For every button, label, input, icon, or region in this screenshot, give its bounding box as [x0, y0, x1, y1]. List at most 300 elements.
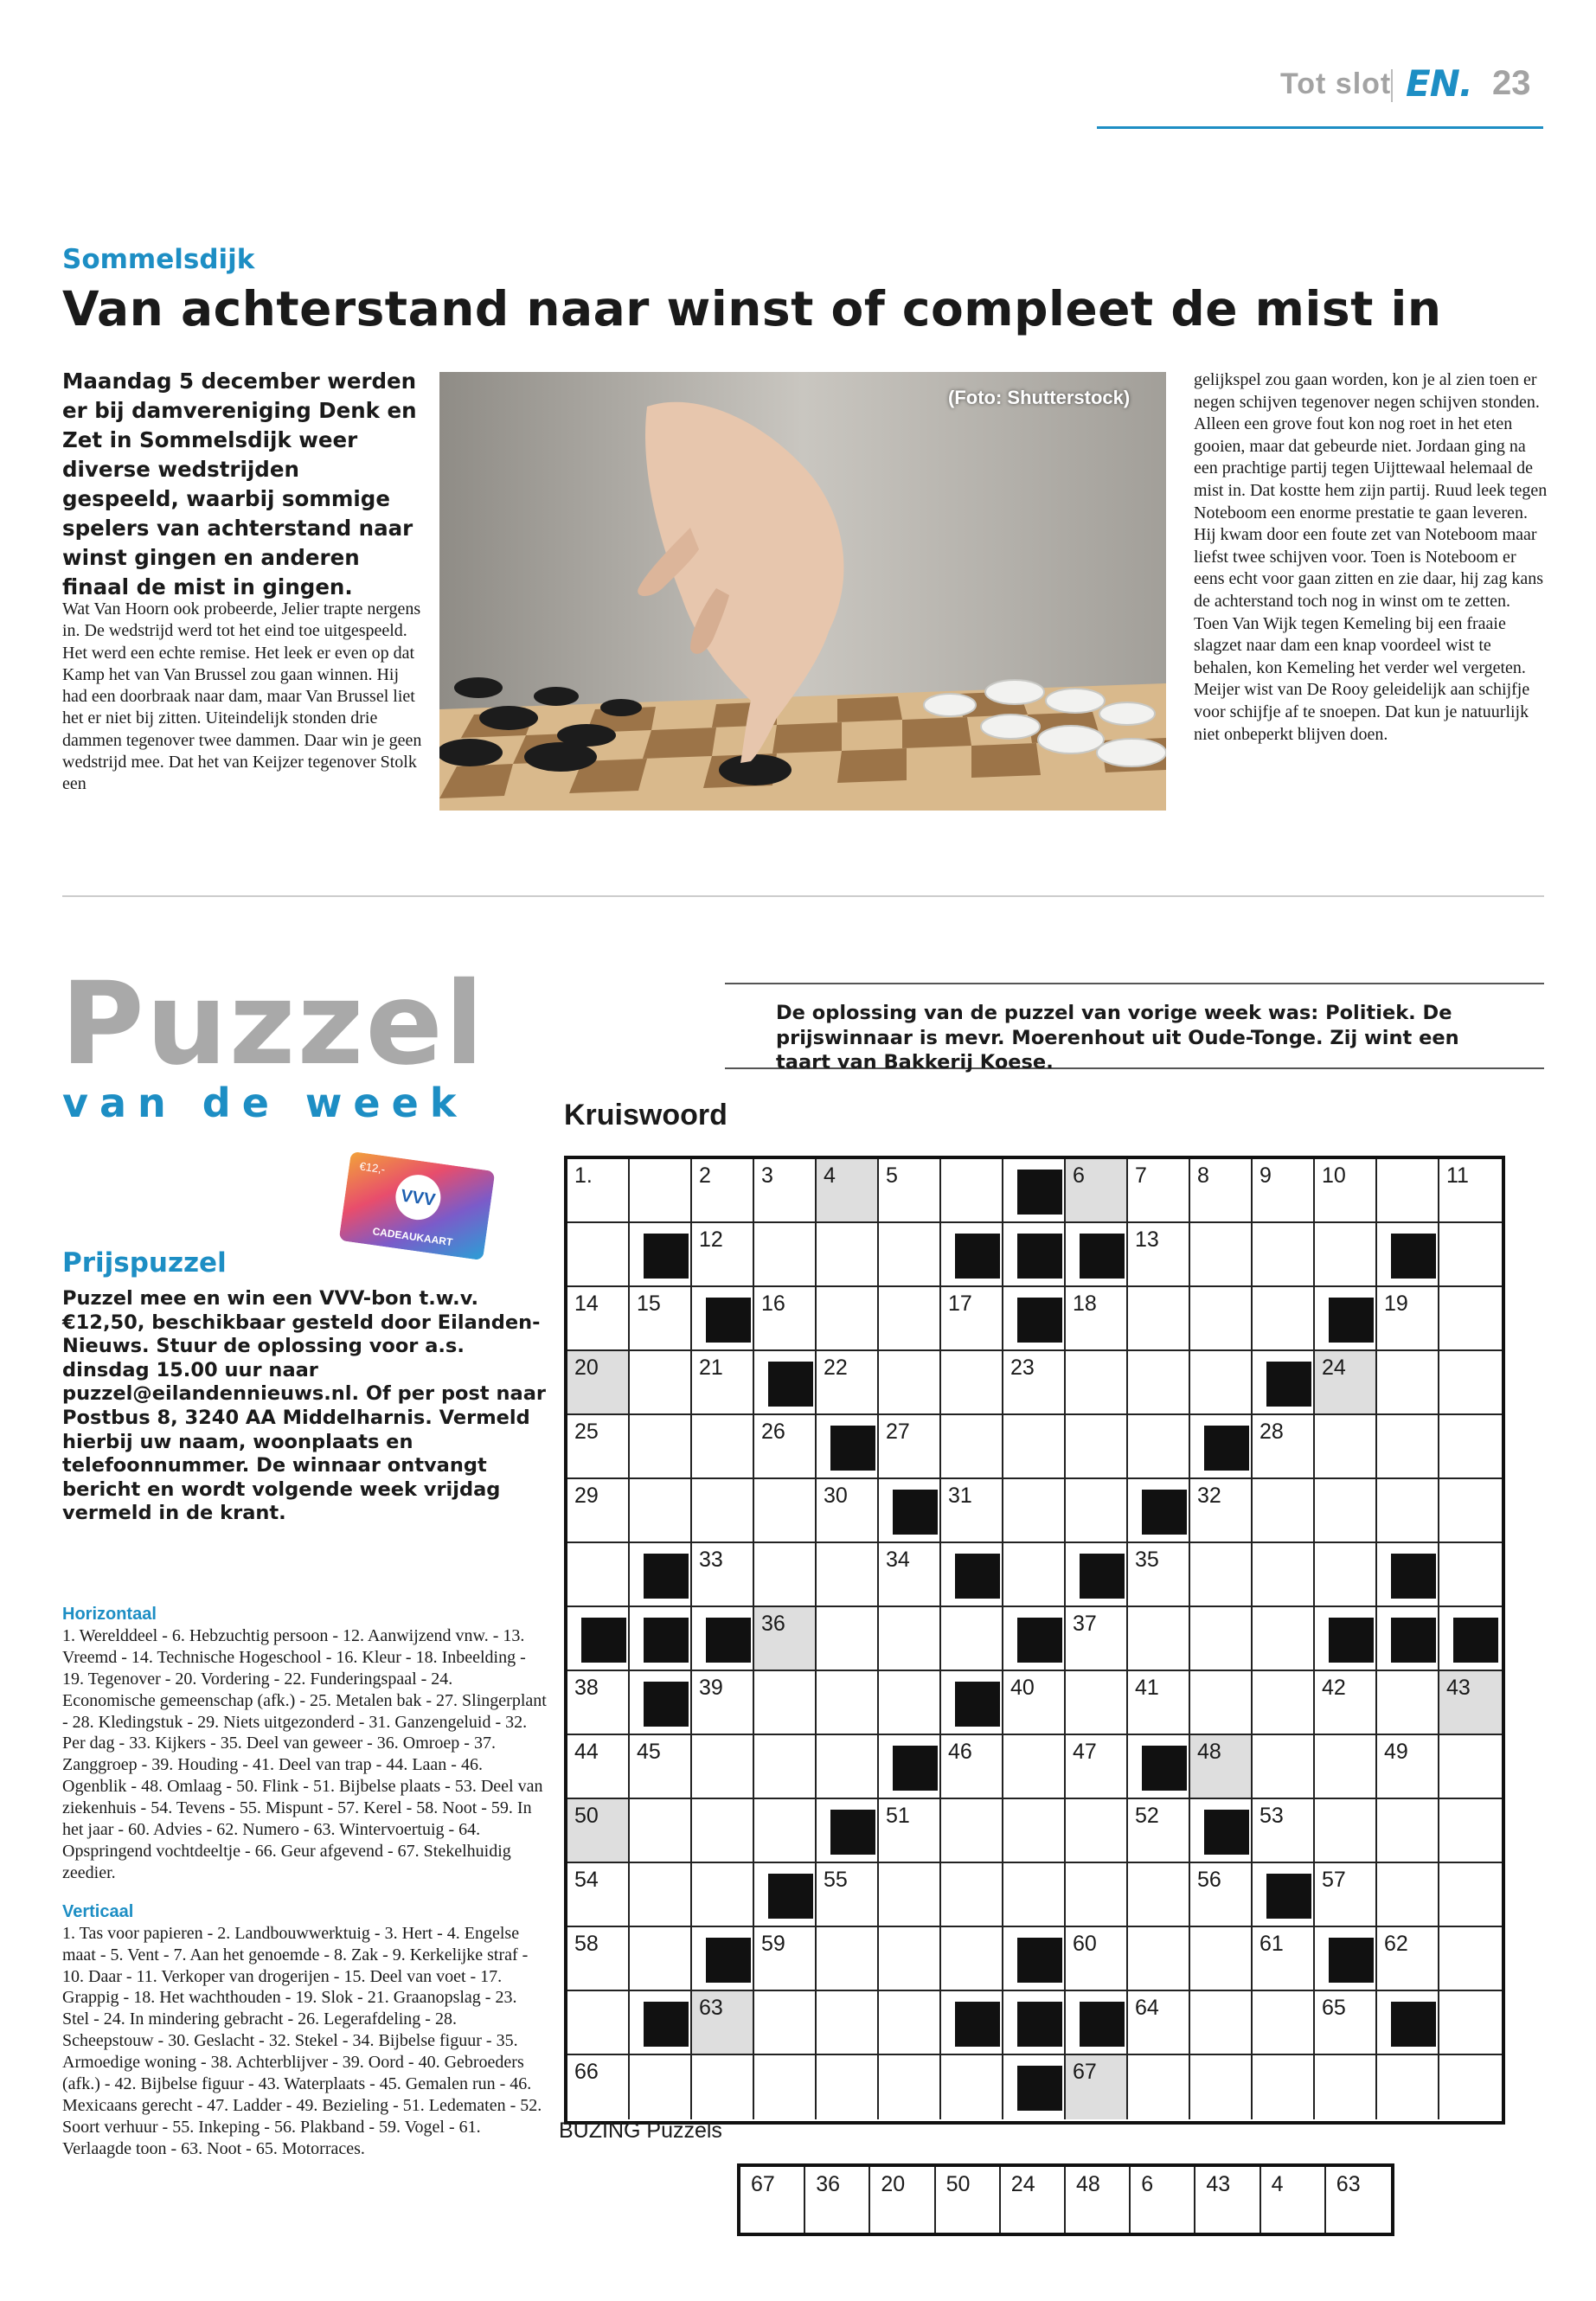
grid-cell[interactable]	[630, 1287, 692, 1351]
grid-cell[interactable]	[1003, 1735, 1066, 1799]
article-kicker: Sommelsdijk	[62, 244, 255, 275]
grid-cell[interactable]	[879, 1607, 941, 1671]
grid-cell[interactable]	[1315, 1351, 1377, 1415]
clue-number: 42	[1322, 1676, 1346, 1700]
grid-cell[interactable]	[567, 1415, 630, 1479]
grid-cell[interactable]	[941, 1863, 1003, 1927]
grid-cell[interactable]	[630, 1799, 692, 1863]
clue-number: 28	[1259, 1420, 1284, 1444]
grid-cell[interactable]	[1439, 1287, 1502, 1351]
grid-cell[interactable]	[1253, 1415, 1315, 1479]
grid-cell[interactable]	[692, 1223, 754, 1287]
grid-cell	[879, 1479, 941, 1543]
grid-cell[interactable]	[630, 1415, 692, 1479]
grid-cell	[1003, 1287, 1066, 1351]
grid-cell[interactable]	[1128, 1991, 1190, 2055]
answer-box[interactable]	[1195, 2167, 1260, 2233]
grid-cell[interactable]	[1003, 1863, 1066, 1927]
answer-box-number: 48	[1076, 2172, 1100, 2196]
grid-cell[interactable]	[817, 1479, 879, 1543]
grid-cell[interactable]	[1439, 1479, 1502, 1543]
grid-cell	[879, 1735, 941, 1799]
puzzle-credit: BUZING Puzzels	[559, 2118, 722, 2143]
grid-cell[interactable]	[879, 1863, 941, 1927]
grid-cell[interactable]	[941, 1927, 1003, 1991]
clue-number: 10	[1322, 1163, 1346, 1188]
grid-cell[interactable]	[1003, 1543, 1066, 1607]
grid-cell	[1253, 1863, 1315, 1927]
grid-cell[interactable]	[817, 1927, 879, 1991]
grid-cell[interactable]	[754, 1479, 817, 1543]
grid-cell	[1003, 1927, 1066, 1991]
prize-text: Puzzel mee en win een VVV-bon t.w.v. €12,50, beschikbaar gesteld door Eilanden-Nieuws. Stuur de oplossing voor a.s. dinsdag 15.00 uur naar puzzel@eilandennieuws.nl. Of per post naar Postbus 8, 3240 AA Middelharnis. Vermeld hierbij uw naam, woonplaats en telefoonnummer. De winnaar ontvangt bericht en wordt volgende week vrijdag vermeld in de krant.	[62, 1287, 546, 1525]
grid-cell[interactable]	[1377, 1671, 1439, 1735]
grid-cell[interactable]	[567, 1927, 630, 1991]
grid-cell[interactable]	[754, 1287, 817, 1351]
card-value: €12,-	[358, 1159, 387, 1176]
clue-number: 67	[1073, 2060, 1097, 2084]
grid-cell	[1377, 1991, 1439, 2055]
answer-box[interactable]	[870, 2167, 935, 2233]
grid-cell[interactable]	[1439, 2055, 1502, 2119]
grid-cell[interactable]	[1315, 2055, 1377, 2119]
clue-number: 7	[1135, 1163, 1147, 1188]
grid-cell	[1066, 1991, 1128, 2055]
grid-cell[interactable]	[754, 1927, 817, 1991]
answer-box[interactable]	[805, 2167, 870, 2233]
grid-cell[interactable]	[1315, 1543, 1377, 1607]
grid-cell[interactable]	[567, 1991, 630, 2055]
clue-number: 17	[948, 1292, 972, 1316]
grid-cell[interactable]	[1128, 1863, 1190, 1927]
grid-cell[interactable]	[692, 1159, 754, 1223]
clue-number: 58	[574, 1932, 599, 1956]
grid-cell[interactable]	[1190, 1991, 1253, 2055]
grid-cell[interactable]	[692, 1671, 754, 1735]
black-square	[830, 1426, 875, 1471]
clue-number: 49	[1384, 1740, 1408, 1764]
grid-cell[interactable]	[1128, 2055, 1190, 2119]
grid-cell[interactable]	[1066, 1927, 1128, 1991]
grid-cell[interactable]	[1190, 1479, 1253, 1543]
grid-cell[interactable]	[1439, 1863, 1502, 1927]
grid-cell[interactable]	[692, 1415, 754, 1479]
grid-cell[interactable]	[630, 2055, 692, 2119]
card-brand: VVV	[399, 1186, 437, 1210]
grid-cell[interactable]	[1439, 1991, 1502, 2055]
black-square	[644, 1618, 689, 1663]
grid-cell[interactable]	[1315, 1735, 1377, 1799]
grid-cell[interactable]	[1128, 1415, 1190, 1479]
grid-cell[interactable]	[1439, 1223, 1502, 1287]
grid-cell[interactable]	[567, 1671, 630, 1735]
gift-card-icon	[339, 1151, 496, 1260]
grid-cell[interactable]	[1315, 1415, 1377, 1479]
grid-cell	[630, 1223, 692, 1287]
answer-box-number: 36	[816, 2172, 840, 2196]
grid-cell	[1190, 1799, 1253, 1863]
answer-box[interactable]	[936, 2167, 1001, 2233]
grid-cell[interactable]	[1439, 1351, 1502, 1415]
grid-cell[interactable]	[1253, 1479, 1315, 1543]
grid-cell[interactable]	[1128, 1159, 1190, 1223]
grid-cell[interactable]	[1190, 1863, 1253, 1927]
grid-cell[interactable]	[817, 1607, 879, 1671]
clue-number: 24	[1322, 1356, 1346, 1380]
grid-cell[interactable]	[630, 1159, 692, 1223]
grid-cell[interactable]	[567, 1159, 630, 1223]
clue-number: 19	[1384, 1292, 1408, 1316]
puzzle-type-title: Kruiswoord	[564, 1099, 727, 1131]
grid-cell	[1253, 1351, 1315, 1415]
black-square	[1391, 1234, 1436, 1279]
black-square	[644, 2002, 689, 2047]
grid-cell[interactable]	[1190, 1287, 1253, 1351]
grid-cell[interactable]	[567, 1799, 630, 1863]
answer-box[interactable]	[1001, 2167, 1066, 2233]
grid-cell[interactable]	[630, 1927, 692, 1991]
grid-cell[interactable]	[1066, 1671, 1128, 1735]
grid-cell[interactable]	[817, 1287, 879, 1351]
grid-cell[interactable]	[1315, 1799, 1377, 1863]
grid-cell[interactable]	[567, 1351, 630, 1415]
crossword-grid	[564, 1156, 1505, 2125]
grid-cell[interactable]	[1253, 1671, 1315, 1735]
black-square	[581, 1618, 626, 1663]
grid-cell[interactable]	[817, 1671, 879, 1735]
grid-cell[interactable]	[1003, 1799, 1066, 1863]
grid-cell[interactable]	[567, 1735, 630, 1799]
clue-number: 55	[824, 1868, 848, 1892]
grid-cell[interactable]	[1315, 1671, 1377, 1735]
black-square	[1142, 1490, 1187, 1535]
grid-cell[interactable]	[941, 2055, 1003, 2119]
grid-cell[interactable]	[1003, 1415, 1066, 1479]
clue-number: 54	[574, 1868, 599, 1892]
grid-cell[interactable]	[1190, 1159, 1253, 1223]
grid-cell[interactable]	[1377, 1415, 1439, 1479]
grid-cell[interactable]	[941, 1479, 1003, 1543]
grid-cell[interactable]	[1003, 1479, 1066, 1543]
grid-cell[interactable]	[1190, 2055, 1253, 2119]
grid-cell[interactable]	[1128, 1351, 1190, 1415]
grid-cell[interactable]	[941, 1799, 1003, 1863]
clue-number: 1.	[574, 1163, 593, 1188]
grid-cell[interactable]	[879, 1927, 941, 1991]
grid-cell[interactable]	[567, 1543, 630, 1607]
grid-cell[interactable]	[1315, 1991, 1377, 2055]
clue-number: 56	[1197, 1868, 1221, 1892]
clue-number: 13	[1135, 1227, 1159, 1252]
clue-number: 12	[699, 1227, 723, 1252]
grid-cell[interactable]	[1190, 1607, 1253, 1671]
grid-cell[interactable]	[754, 1671, 817, 1735]
grid-cell[interactable]	[1253, 1607, 1315, 1671]
grid-cell[interactable]	[754, 1159, 817, 1223]
grid-cell[interactable]	[754, 1415, 817, 1479]
black-square	[955, 1682, 1000, 1727]
grid-cell[interactable]	[630, 1735, 692, 1799]
grid-cell[interactable]	[1377, 1479, 1439, 1543]
grid-cell[interactable]	[817, 1543, 879, 1607]
grid-cell[interactable]	[1377, 1735, 1439, 1799]
grid-cell[interactable]	[1439, 1799, 1502, 1863]
grid-cell[interactable]	[1066, 2055, 1128, 2119]
grid-cell[interactable]	[692, 1991, 754, 2055]
clue-number: 63	[699, 1996, 723, 2020]
grid-cell[interactable]	[941, 1287, 1003, 1351]
answer-box[interactable]	[1131, 2167, 1195, 2233]
grid-cell[interactable]	[1128, 1287, 1190, 1351]
article-body-left: Wat Van Hoorn ook probeerde, Jelier trapte nergens in. De wedstrijd werd tot het eind toe uitgespeeld. Het werd een echte remise. Het leek er even op dat Kamp het van Van Brussel zou gaan winnen. Hij had een doorbraak naar dam, maar Van Brussel liet het er niet bij zitten. Uiteindelijk stonden drie dammen tegenover twee dammen. Daar win je geen wedstrijd mee. Dat het van Keijzer tegenover Stolk een	[62, 599, 422, 794]
grid-cell[interactable]	[692, 2055, 754, 2119]
clue-number: 18	[1073, 1292, 1097, 1316]
grid-cell[interactable]	[879, 1159, 941, 1223]
grid-cell[interactable]	[692, 1543, 754, 1607]
clue-number: 33	[699, 1548, 723, 1572]
clue-number: 45	[637, 1740, 661, 1764]
grid-cell	[692, 1927, 754, 1991]
grid-cell	[754, 1351, 817, 1415]
grid-cell[interactable]	[1377, 1351, 1439, 1415]
black-square	[644, 1234, 689, 1279]
grid-cell[interactable]	[692, 1735, 754, 1799]
grid-cell	[941, 1223, 1003, 1287]
clue-number: 27	[886, 1420, 910, 1444]
grid-cell[interactable]	[1253, 1159, 1315, 1223]
black-square	[706, 1298, 751, 1343]
grid-cell[interactable]	[879, 1991, 941, 2055]
answer-box-number: 20	[881, 2172, 906, 2196]
black-square	[893, 1490, 938, 1535]
clue-number: 62	[1384, 1932, 1408, 1956]
grid-cell	[692, 1287, 754, 1351]
grid-cell[interactable]	[817, 1991, 879, 2055]
grid-cell[interactable]	[754, 1735, 817, 1799]
grid-cell[interactable]	[817, 1735, 879, 1799]
clue-number: 30	[824, 1484, 848, 1508]
grid-cell	[1003, 1607, 1066, 1671]
grid-cell[interactable]	[1190, 1927, 1253, 1991]
grid-cell[interactable]	[1003, 1671, 1066, 1735]
black-square	[1017, 1618, 1062, 1663]
grid-cell[interactable]	[1377, 1287, 1439, 1351]
clue-number: 48	[1197, 1740, 1221, 1764]
grid-cell[interactable]	[941, 1351, 1003, 1415]
clues	[62, 1604, 547, 2177]
grid-cell[interactable]	[1253, 1223, 1315, 1287]
grid-cell[interactable]	[1377, 2055, 1439, 2119]
grid-cell[interactable]	[1066, 1479, 1128, 1543]
grid-cell[interactable]	[1003, 1351, 1066, 1415]
grid-cell[interactable]	[1190, 1223, 1253, 1287]
grid-cell[interactable]	[1066, 1159, 1128, 1223]
grid-cell[interactable]	[1066, 1287, 1128, 1351]
grid-cell[interactable]	[1253, 1287, 1315, 1351]
grid-cell[interactable]	[1377, 1863, 1439, 1927]
article-headline: Van achterstand naar winst of compleet de mist in	[62, 281, 1442, 336]
grid-cell[interactable]	[1190, 1351, 1253, 1415]
clue-number: 44	[574, 1740, 599, 1764]
black-square	[893, 1746, 938, 1791]
clue-number: 16	[761, 1292, 785, 1316]
clue-number: 59	[761, 1932, 785, 1956]
clue-number: 46	[948, 1740, 972, 1764]
grid-cell[interactable]	[692, 1863, 754, 1927]
grid-cell[interactable]	[630, 1863, 692, 1927]
answer-box-number: 67	[751, 2172, 775, 2196]
grid-cell[interactable]	[567, 1863, 630, 1927]
grid-cell[interactable]	[1377, 1927, 1439, 1991]
grid-cell	[1128, 1479, 1190, 1543]
grid-cell[interactable]	[1190, 1735, 1253, 1799]
grid-cell[interactable]	[1253, 1735, 1315, 1799]
clue-number: 41	[1135, 1676, 1159, 1700]
grid-cell[interactable]	[817, 1863, 879, 1927]
grid-cell[interactable]	[1128, 1927, 1190, 1991]
grid-cell[interactable]	[754, 1799, 817, 1863]
grid-cell[interactable]	[692, 1351, 754, 1415]
grid-cell[interactable]	[567, 1287, 630, 1351]
grid-cell[interactable]	[1066, 1415, 1128, 1479]
grid-cell[interactable]	[1253, 1543, 1315, 1607]
grid-cell[interactable]	[630, 1479, 692, 1543]
clue-number: 2	[699, 1163, 711, 1188]
grid-cell[interactable]	[1377, 1799, 1439, 1863]
grid-cell[interactable]	[1128, 1799, 1190, 1863]
grid-cell[interactable]	[754, 1607, 817, 1671]
section-label: Tot slot	[1280, 67, 1392, 100]
grid-cell[interactable]	[941, 1415, 1003, 1479]
grid-cell[interactable]	[1253, 1799, 1315, 1863]
grid-cell[interactable]	[817, 2055, 879, 2119]
grid-cell[interactable]	[879, 1287, 941, 1351]
grid-cell[interactable]	[754, 1543, 817, 1607]
checkers-photo-illustration	[439, 372, 1166, 811]
grid-cell[interactable]	[1066, 1607, 1128, 1671]
black-square	[1266, 1874, 1311, 1919]
grid-cell[interactable]	[1190, 1671, 1253, 1735]
grid-cell[interactable]	[879, 1671, 941, 1735]
black-square	[955, 1554, 1000, 1599]
grid-cell[interactable]	[1439, 1543, 1502, 1607]
grid-cell[interactable]	[1253, 2055, 1315, 2119]
grid-cell[interactable]	[692, 1799, 754, 1863]
black-square	[1080, 1234, 1125, 1279]
horizontal-heading: Horizontaal	[62, 1605, 157, 1624]
clue-number: 65	[1322, 1996, 1346, 2020]
grid-cell[interactable]	[879, 1543, 941, 1607]
grid-cell[interactable]	[879, 1415, 941, 1479]
grid-cell[interactable]	[1439, 1159, 1502, 1223]
clue-number: 39	[699, 1676, 723, 1700]
black-square	[706, 1938, 751, 1983]
grid-cell[interactable]	[1128, 1543, 1190, 1607]
grid-cell	[1066, 1223, 1128, 1287]
black-square	[1017, 1298, 1062, 1343]
grid-cell[interactable]	[1253, 1991, 1315, 2055]
grid-cell[interactable]	[1066, 1351, 1128, 1415]
clue-number: 21	[699, 1356, 723, 1380]
black-square	[1391, 2002, 1436, 2047]
grid-cell[interactable]	[1253, 1927, 1315, 1991]
grid-cell[interactable]	[941, 1607, 1003, 1671]
grid-cell[interactable]	[1128, 1223, 1190, 1287]
grid-cell[interactable]	[567, 1479, 630, 1543]
grid-cell[interactable]	[1377, 1159, 1439, 1223]
grid-cell[interactable]	[879, 2055, 941, 2119]
answer-box-number: 4	[1271, 2172, 1284, 2196]
grid-cell[interactable]	[1066, 1799, 1128, 1863]
grid-cell	[1377, 1543, 1439, 1607]
answer-box[interactable]	[740, 2167, 805, 2233]
grid-cell[interactable]	[941, 1735, 1003, 1799]
black-square	[768, 1874, 813, 1919]
grid-cell	[630, 1607, 692, 1671]
answer-box[interactable]	[1066, 2167, 1131, 2233]
grid-cell[interactable]	[567, 1223, 630, 1287]
grid-cell[interactable]	[692, 1479, 754, 1543]
grid-cell[interactable]	[1190, 1543, 1253, 1607]
grid-cell[interactable]	[879, 1351, 941, 1415]
grid-cell[interactable]	[1439, 1927, 1502, 1991]
clue-number: 25	[574, 1420, 599, 1444]
answer-key-grid	[737, 2163, 1394, 2236]
grid-cell[interactable]	[817, 1351, 879, 1415]
grid-cell[interactable]	[1315, 1863, 1377, 1927]
grid-cell[interactable]	[754, 1991, 817, 2055]
vertical-clues: 1. Tas voor papieren - 2. Landbouwwerktuig - 3. Hert - 4. Engelse maat - 5. Vent - 7. Aan het genoemde - 8. Zak - 9. Kerkelijke straf - 10. Daar - 11. Verkoper van drogerijen - 15. Deel van voet - 17. Grappig - 18. Het wachthouden - 19. Slok - 21. Graanopslag - 23. Stel - 24. In mindering gebracht - 26. Legerafdeling - 28. Scheepstouw - 30. Geslacht - 32. Stekel - 34. Bijbelse figuur - 35. Armoedige woning - 38. Achterblijver - 39. Oord - 40. Gebroeders (afk.) - 42. Bijbelse figuur - 43. Waterplaats - 45. Gemalen run - 46. Mexicaans gerecht - 47. Ladder - 49. Bezieling - 51. Ledematen - 52. Soort verhuur - 55. Inkeping - 56. Plakband - 59. Vogel - 61. Verlaagde toon - 63. Noot - 65. Motorraces.	[62, 1923, 542, 2158]
grid-cell[interactable]	[1439, 1415, 1502, 1479]
grid-cell[interactable]	[1315, 1159, 1377, 1223]
answer-box[interactable]	[1326, 2167, 1391, 2233]
black-square	[1329, 1618, 1374, 1663]
clue-number: 37	[1073, 1612, 1097, 1636]
black-square	[1204, 1426, 1249, 1471]
grid-cell[interactable]	[754, 2055, 817, 2119]
grid-cell[interactable]	[817, 1223, 879, 1287]
grid-cell	[1439, 1607, 1502, 1671]
clue-number: 64	[1135, 1996, 1159, 2020]
grid-cell[interactable]	[1315, 1223, 1377, 1287]
clue-number: 5	[886, 1163, 898, 1188]
black-square	[1204, 1810, 1249, 1855]
black-square	[1142, 1746, 1187, 1791]
answer-box[interactable]	[1261, 2167, 1326, 2233]
photo-credit: (Foto: Shutterstock)	[948, 387, 1131, 408]
grid-cell[interactable]	[1315, 1479, 1377, 1543]
grid-cell[interactable]	[1128, 1671, 1190, 1735]
grid-cell[interactable]	[879, 1223, 941, 1287]
grid-cell[interactable]	[1066, 1735, 1128, 1799]
grid-cell[interactable]	[1439, 1735, 1502, 1799]
grid-cell[interactable]	[567, 2055, 630, 2119]
grid-cell[interactable]	[754, 1223, 817, 1287]
grid-cell[interactable]	[1439, 1671, 1502, 1735]
grid-cell[interactable]	[941, 1159, 1003, 1223]
grid-cell[interactable]	[1066, 1863, 1128, 1927]
grid-cell[interactable]	[630, 1351, 692, 1415]
clue-number: 22	[824, 1356, 848, 1380]
card-label: CADEAUKAART	[371, 1225, 454, 1249]
black-square	[644, 1682, 689, 1727]
grid-cell[interactable]	[879, 1799, 941, 1863]
answer-box-number: 24	[1010, 2172, 1035, 2196]
grid-cell[interactable]	[817, 1159, 879, 1223]
grid-cell[interactable]	[1128, 1607, 1190, 1671]
answer-box-number: 6	[1141, 2172, 1154, 2196]
header-separator	[1391, 69, 1393, 102]
